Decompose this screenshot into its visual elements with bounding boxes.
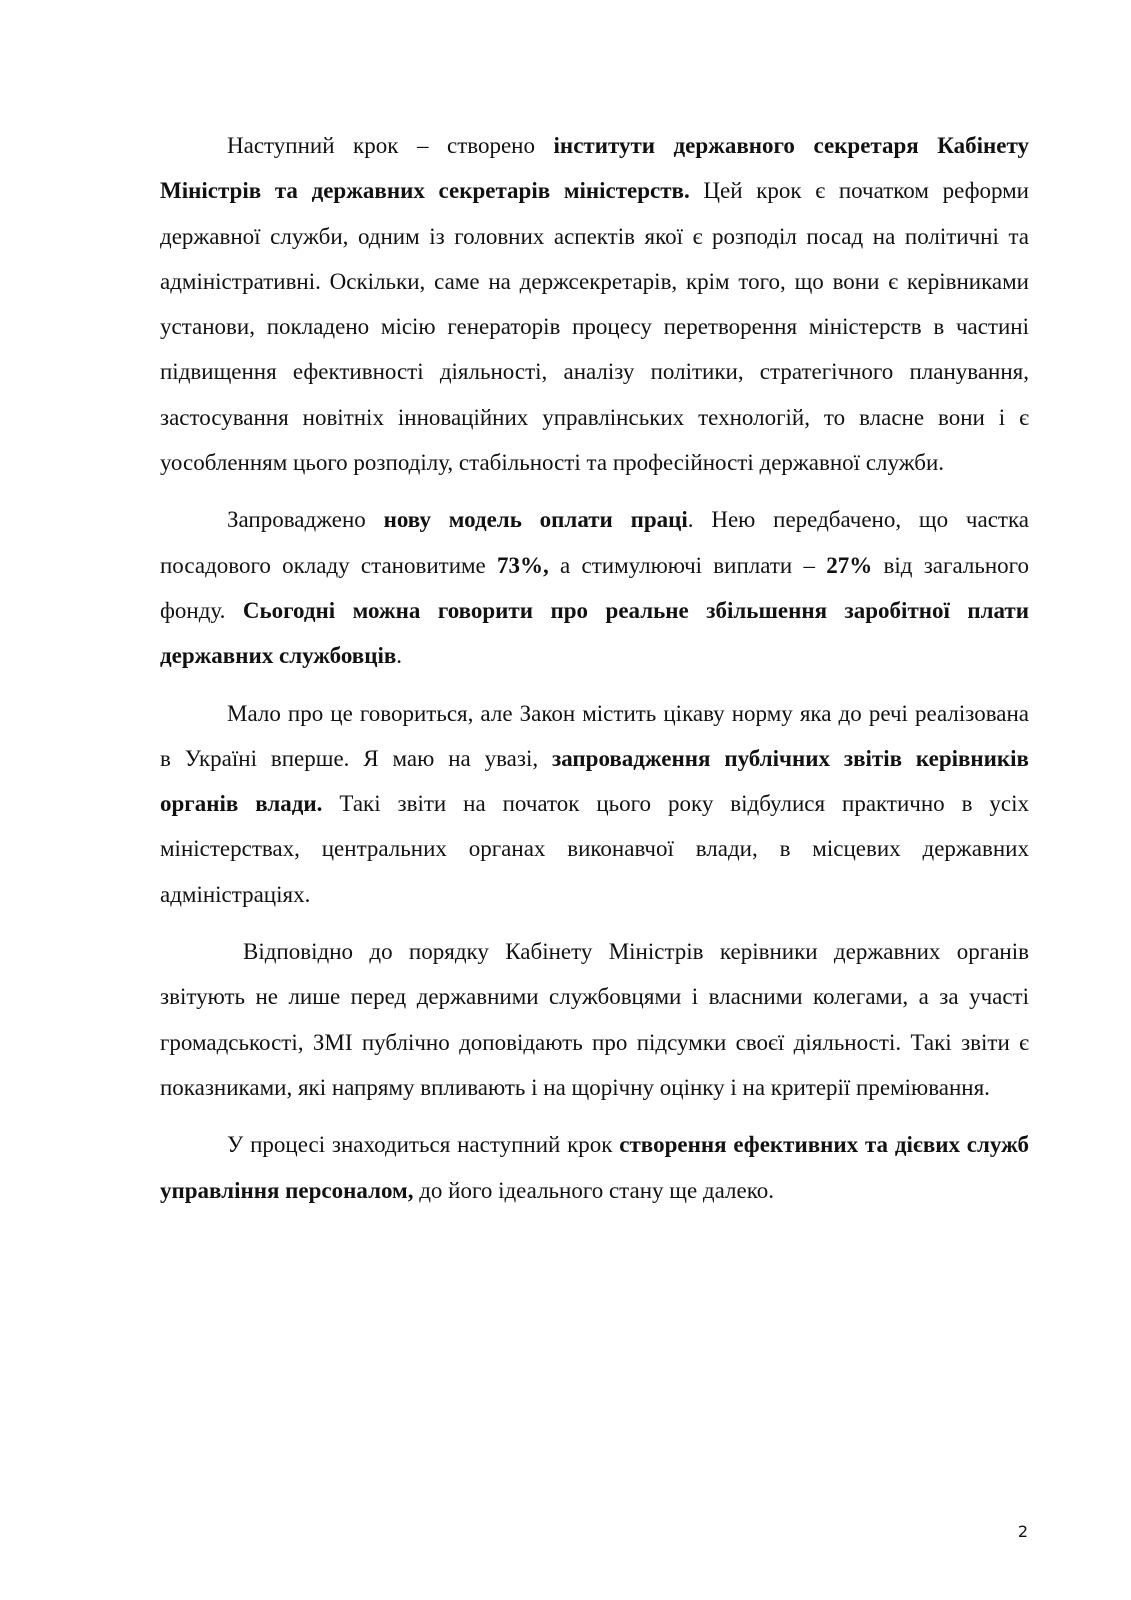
- bold-run: створення ефективних та дієвих служб управління персоналом,: [160, 1132, 1029, 1203]
- page-number: 2: [1017, 1522, 1028, 1541]
- paragraph-pay-model: [160, 497, 1029, 678]
- bold-run: Сьогодні можна говорити про реальне збільшення заробітної плати державних службовців: [160, 597, 1029, 669]
- text-run: Відповідно до порядку Кабінету Міністрів керівники державних органів звітують не лише перед державними службовцями і власними колегами, а за участі громадськості, ЗМІ публічно доповідають про підсумки своєї діяльності. Такі звіти є показниками, які напряму впливають і на щорічну оцінку і на критерії преміювання.: [160, 939, 1029, 1100]
- bold-run: 27%: [826, 552, 873, 578]
- bold-run: нову модель оплати праці: [383, 507, 688, 533]
- text-run: Такі звіти на початок цього року відбулися практично в усіх міністерствах, центральних органах виконавчої влади, в місцевих державних адміністраціях.: [160, 791, 1029, 907]
- text-run: Цей крок є початком реформи державної служби, одним із головних аспектів якої є розподіл посад на політичні та адміністративні. Оскільки, саме на держсекретарів, крім того, що вони є керівниками установи, покладено місію генераторів процесу перетворення міністерств в частині підвищення ефективності діяльності, аналізу політики, стратегічного планування, застосування новітніх інноваційних управлінських технологій, то власне вони і є уособленням цього розподілу, стабільності та професійності державної служби.: [160, 178, 1029, 476]
- text-run: . Нею передбачено, що частка посадового окладу становитиме: [160, 507, 1029, 578]
- text-run: Запроваджено: [227, 507, 384, 533]
- paragraph-public-reports: [160, 691, 1029, 917]
- text-run: до його ідеального стану ще далеко.: [413, 1177, 774, 1203]
- text-run: Наступний крок – створено: [227, 133, 554, 158]
- bold-run: інститути державного секретаря Кабінету Міністрів та державних секретарів міністерств.: [160, 133, 1029, 204]
- text-run: від загального фонду.: [160, 552, 1029, 623]
- paragraph-state-secretaries: [160, 123, 1029, 485]
- paragraph-hr-services: [160, 1122, 1029, 1213]
- bold-run: 73%,: [497, 552, 549, 578]
- text-run: Мало про це говориться, але Закон містить цікаву норму яка до речі реалізована в Україні вперше. Я маю на увазі,: [160, 700, 1029, 771]
- paragraph-cabinet-procedure: [160, 929, 1029, 1110]
- bold-run: запровадження публічних звітів керівників органів влади.: [160, 745, 1029, 817]
- text-run: У процесі знаходиться наступний крок: [227, 1132, 620, 1158]
- text-run: а стимулюючі виплати –: [548, 552, 827, 578]
- document-body: [160, 123, 1029, 1213]
- text-run: .: [396, 643, 403, 669]
